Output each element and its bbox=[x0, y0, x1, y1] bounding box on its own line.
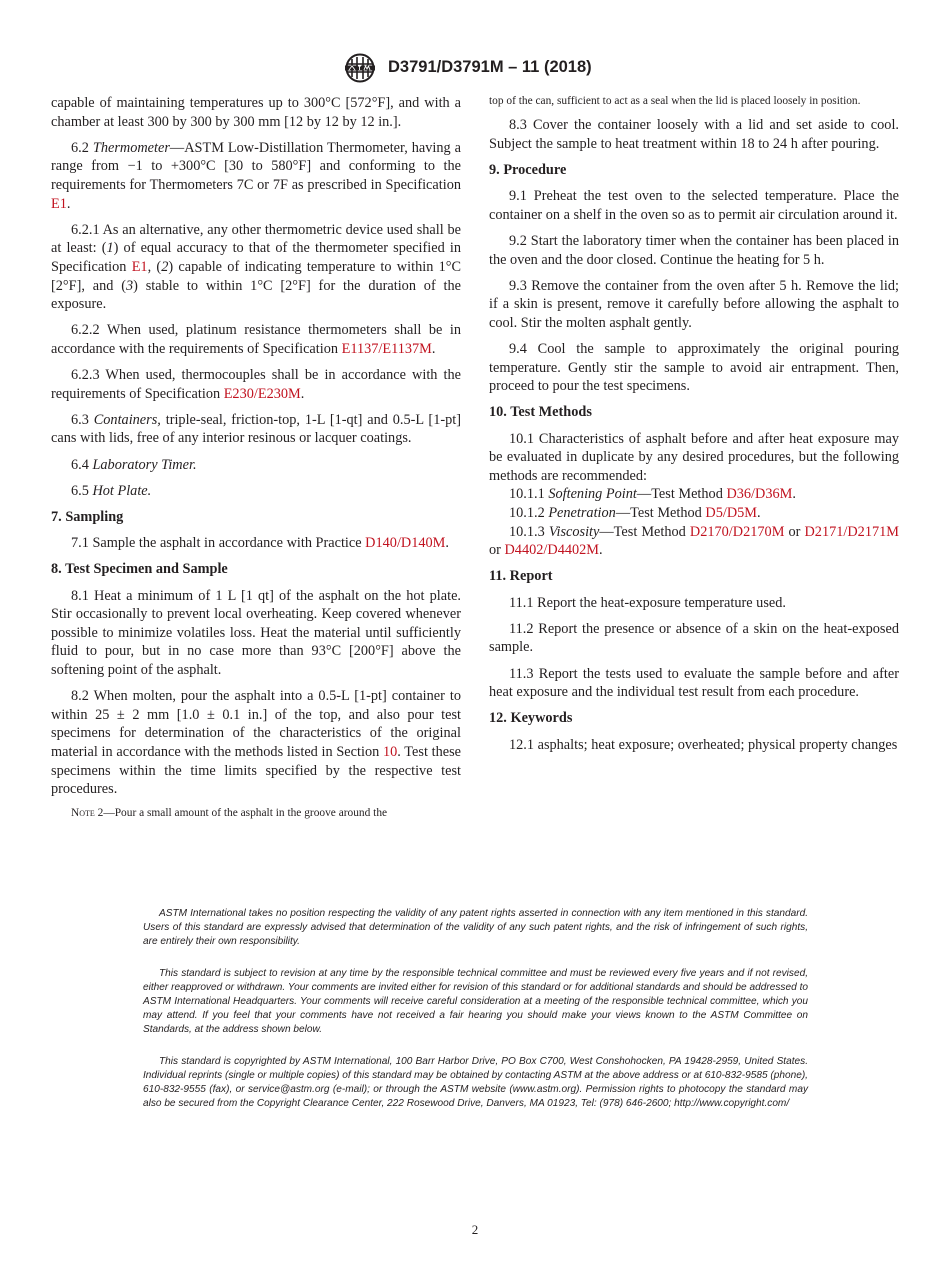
note-text: —Pour a small amount of the asphalt in the groove around the bbox=[103, 807, 388, 820]
section-title: Penetration bbox=[548, 505, 616, 522]
section-9-4: 9.4 Cool the sample to approximately the original pouring temperature. Gently stir the sample to avoid air entrapment. Then, proceed to pour the test specimens. bbox=[489, 341, 899, 395]
heading-procedure bbox=[489, 161, 899, 180]
section-6-2 bbox=[51, 139, 461, 213]
footer-text: This standard is copyrighted by ASTM International, 100 Barr Harbor Drive, PO Box C700, West Conshohocken, PA 19428-2959, United States. Individual reprints (single or multiple copies) of this standard may be obtained by contacting ASTM at the above address or at 610-832-9585 (phone), 610-832-9555 (fax), or service@astm.org (e-mail); or through the ASTM website (www.astm.org). Permission rights to photocopy the standard may also be secured from the Copyright Clearance Center, 222 Rosewood Drive, Danvers, MA 01923, Tel: (978) 646-2600; http://www.copyright.com/ bbox=[143, 1056, 808, 1109]
item-number: 1 bbox=[106, 240, 114, 257]
heading-number: 10. bbox=[489, 404, 507, 421]
section-6-2-3 bbox=[51, 366, 461, 403]
footer-revision-notice bbox=[143, 967, 808, 1037]
section-title: Viscosity bbox=[548, 523, 600, 540]
heading-title: Procedure bbox=[503, 161, 567, 178]
heading-title: Keywords bbox=[510, 710, 573, 727]
punct: . bbox=[431, 340, 436, 357]
text: 8.2 When molten, pour the asphalt into a 0.5-L [1-pt] container to within 25 ± 2 mm [1.0 ± 0.1 in.] of the top, and also pour test specimens for determination of the characteristics of the original material in accordance with the methods listed in Section bbox=[51, 688, 461, 760]
section-text: —ASTM Low-Distillation Thermometer, having a range from −1 to +300°C [30 to 580°F] and conforming to the requirements for Thermometers 7C or 7F as prescribed in Specification bbox=[51, 139, 462, 193]
section-10-1-1 bbox=[489, 485, 899, 504]
note-2-continuation: top of the can, sufficient to act as a seal when the lid is placed loosely in position. bbox=[489, 95, 861, 107]
heading-test-methods bbox=[489, 403, 899, 422]
document-id: D3791/D3791M – 11 (2018) bbox=[388, 58, 592, 76]
section-number: 10.1.1 bbox=[509, 486, 545, 503]
note-label: Note bbox=[71, 807, 95, 820]
footer-text: This standard is subject to revision at any time by the responsible technical committee and must be reviewed every five years and if not revised, either reapproved or withdrawn. Your comments are invited either for revision of this standard or for additional standards and should be addressed to ASTM International Headquarters. Your comments will receive careful consideration at a meeting of the responsible technical committee, which you may attend. If you feel that your comments have not received a fair hearing you should make your views known to the ASTM Committee on Standards, at the address shown below. bbox=[143, 968, 808, 1035]
heading-report bbox=[489, 567, 899, 586]
footer-copyright-notice bbox=[143, 1055, 808, 1111]
heading-keywords bbox=[489, 709, 899, 728]
section-12-1: 12.1 asphalts; heat exposure; overheated; physical property changes bbox=[509, 736, 898, 753]
section-10-1: 10.1 Characteristics of asphalt before and after heat exposure may be evaluated in duplicate by any desired procedures, but the following methods are recommended: bbox=[489, 430, 899, 484]
section-9-3: 9.3 Remove the container from the oven after 5 h. Remove the lid; if a skin is present, remove it carefully before allowing the asphalt to cool. Stir the molten asphalt gently. bbox=[489, 277, 899, 331]
ref-link-d36[interactable]: D36/D36M bbox=[726, 486, 793, 503]
section-6-2-2 bbox=[51, 321, 461, 358]
section-number: 10.1.3 bbox=[509, 523, 545, 540]
heading-number: 7. bbox=[51, 509, 62, 526]
section-number: 6.4 bbox=[71, 456, 89, 473]
section-title: Hot Plate. bbox=[92, 482, 152, 499]
ref-link-d2170[interactable]: D2170/D2170M bbox=[689, 523, 785, 540]
ref-link-d2171[interactable]: D2171/D2171M bbox=[804, 523, 899, 540]
text: —Test Method bbox=[636, 486, 727, 503]
note-number: 2 bbox=[94, 807, 104, 820]
text: 6.2.1 As an alternative, any other thermometric device used shall be at least: ( bbox=[51, 221, 461, 257]
section-title: Laboratory Timer. bbox=[92, 456, 197, 473]
ref-link-e1137[interactable]: E1137/E1137M bbox=[341, 340, 432, 357]
text: . Test these specimens within the time limits specified by the respective test procedures. bbox=[51, 743, 461, 798]
astm-logo bbox=[343, 53, 377, 83]
heading-title: Test Specimen and Sample bbox=[65, 561, 228, 578]
punct: . bbox=[757, 505, 761, 522]
text: —Test Method bbox=[615, 505, 706, 522]
ref-link-e1[interactable]: E1 bbox=[51, 195, 67, 212]
text: or bbox=[784, 523, 805, 540]
heading-number: 12. bbox=[489, 710, 507, 727]
ref-link-d5[interactable]: D5/D5M bbox=[705, 505, 758, 522]
section-11-2: 11.2 Report the presence or absence of a skin on the heat-exposed sample. bbox=[489, 620, 899, 656]
heading-number: 8. bbox=[51, 561, 62, 578]
note-2 bbox=[51, 806, 461, 821]
section-6-4 bbox=[51, 456, 461, 475]
ref-link-e1[interactable]: E1 bbox=[131, 258, 148, 275]
section-8-3: 8.3 Cover the container loosely with a lid and set aside to cool. Subject the sample to heat treatment within 18 to 24 h after pouring. bbox=[489, 117, 899, 152]
section-title: Containers, bbox=[93, 411, 161, 428]
section-10-1-3 bbox=[489, 523, 899, 560]
text: ) capable of indicating temperature to within 1°C [2°F], and ( bbox=[51, 258, 462, 294]
section-title: Softening Point bbox=[548, 486, 637, 503]
section-number: 6.5 bbox=[71, 482, 89, 499]
section-9-1: 9.1 Preheat the test oven to the selected temperature. Place the container on a shelf in the oven so as to permit air circulation around it. bbox=[489, 188, 899, 223]
section-8-2 bbox=[51, 687, 461, 799]
left-column bbox=[51, 94, 461, 829]
punct: . bbox=[599, 542, 603, 559]
text: or bbox=[489, 542, 505, 559]
heading-sampling bbox=[51, 508, 461, 527]
text: , ( bbox=[147, 258, 162, 275]
section-6-2-1 bbox=[51, 221, 461, 314]
section-11-1: 11.1 Report the heat-exposure temperature used. bbox=[509, 594, 786, 611]
text: ) stable to within 1°C [2°F] for the duration of the exposure. bbox=[51, 277, 461, 313]
footer-patent-notice bbox=[143, 907, 808, 949]
section-10-1-2 bbox=[489, 504, 899, 523]
text: 7.1 Sample the asphalt in accordance with Practice bbox=[71, 535, 366, 552]
paragraph-continuation: capable of maintaining temperatures up to 300°C [572°F], and with a chamber at least 300 by 300 by 300 mm [12 by 12 by 12 in.]. bbox=[51, 95, 461, 130]
heading-title: Sampling bbox=[65, 509, 124, 526]
section-6-5 bbox=[51, 482, 461, 501]
section-9-2: 9.2 Start the laboratory timer when the container has been placed in the oven and the door closed. Continue the heating for 5 h. bbox=[489, 232, 899, 268]
section-number: 6.2 bbox=[71, 139, 89, 156]
ref-link-e230[interactable]: E230/E230M bbox=[223, 385, 301, 402]
section-7-1 bbox=[51, 534, 461, 553]
heading-title: Report bbox=[509, 568, 553, 585]
section-number: 6.3 bbox=[71, 411, 89, 428]
page-number: 2 bbox=[471, 1222, 479, 1237]
text: triple-seal, friction-top, 1-L [1-qt] and 0.5-L [1-pt] cans with lids, free of any interior resinous or lacquer coatings. bbox=[51, 411, 461, 447]
ref-link-section-10[interactable]: 10 bbox=[382, 743, 398, 760]
section-number: 10.1.2 bbox=[509, 505, 545, 522]
text: ) of equal accuracy to that of the thermometer specified in Specification bbox=[51, 240, 461, 275]
punct: . bbox=[300, 385, 305, 402]
punct: . bbox=[792, 486, 796, 503]
heading-title: Test Methods bbox=[510, 404, 592, 421]
item-number: 2 bbox=[161, 258, 169, 275]
section-8-1: 8.1 Heat a minimum of 1 L [1 qt] of the asphalt on the hot plate. Stir occasionally to prevent local overheating. Keep covered whenever possible to minimize volatiles loss. Heat the material until sufficiently fluid to pour, but in no case more than 93°C [200°F] above the softening point of the asphalt. bbox=[51, 587, 461, 678]
punct: . bbox=[445, 535, 449, 552]
right-column bbox=[489, 94, 899, 762]
text: 6.2.2 When used, platinum resistance thermometers shall be in accordance with the requirements of Specification bbox=[51, 322, 461, 357]
heading-number: 9. bbox=[489, 161, 500, 178]
text: 6.2.3 When used, thermocouples shall be in accordance with the requirements of Specification bbox=[51, 367, 461, 402]
footer-text: ASTM International takes no position respecting the validity of any patent rights asserted in connection with any item mentioned in this standard. Users of this standard are expressly advised that determination of the validity of any such patent rights, and the risk of infringement of such rights, are entirely their own responsibility. bbox=[143, 908, 808, 947]
page-header bbox=[0, 53, 950, 87]
text: —Test Method bbox=[599, 523, 690, 540]
section-title: Thermometer bbox=[92, 139, 170, 156]
punct: . bbox=[66, 195, 71, 212]
heading-number: 11. bbox=[489, 568, 507, 585]
item-number: 3 bbox=[125, 277, 134, 294]
section-6-3 bbox=[51, 411, 461, 448]
heading-test-specimen bbox=[51, 560, 461, 579]
ref-link-d140[interactable]: D140/D140M bbox=[365, 535, 446, 552]
section-11-3: 11.3 Report the tests used to evaluate the sample before and after heat exposure and the individual test result from each procedure. bbox=[489, 665, 899, 701]
ref-link-d4402[interactable]: D4402/D4402M bbox=[504, 542, 600, 559]
